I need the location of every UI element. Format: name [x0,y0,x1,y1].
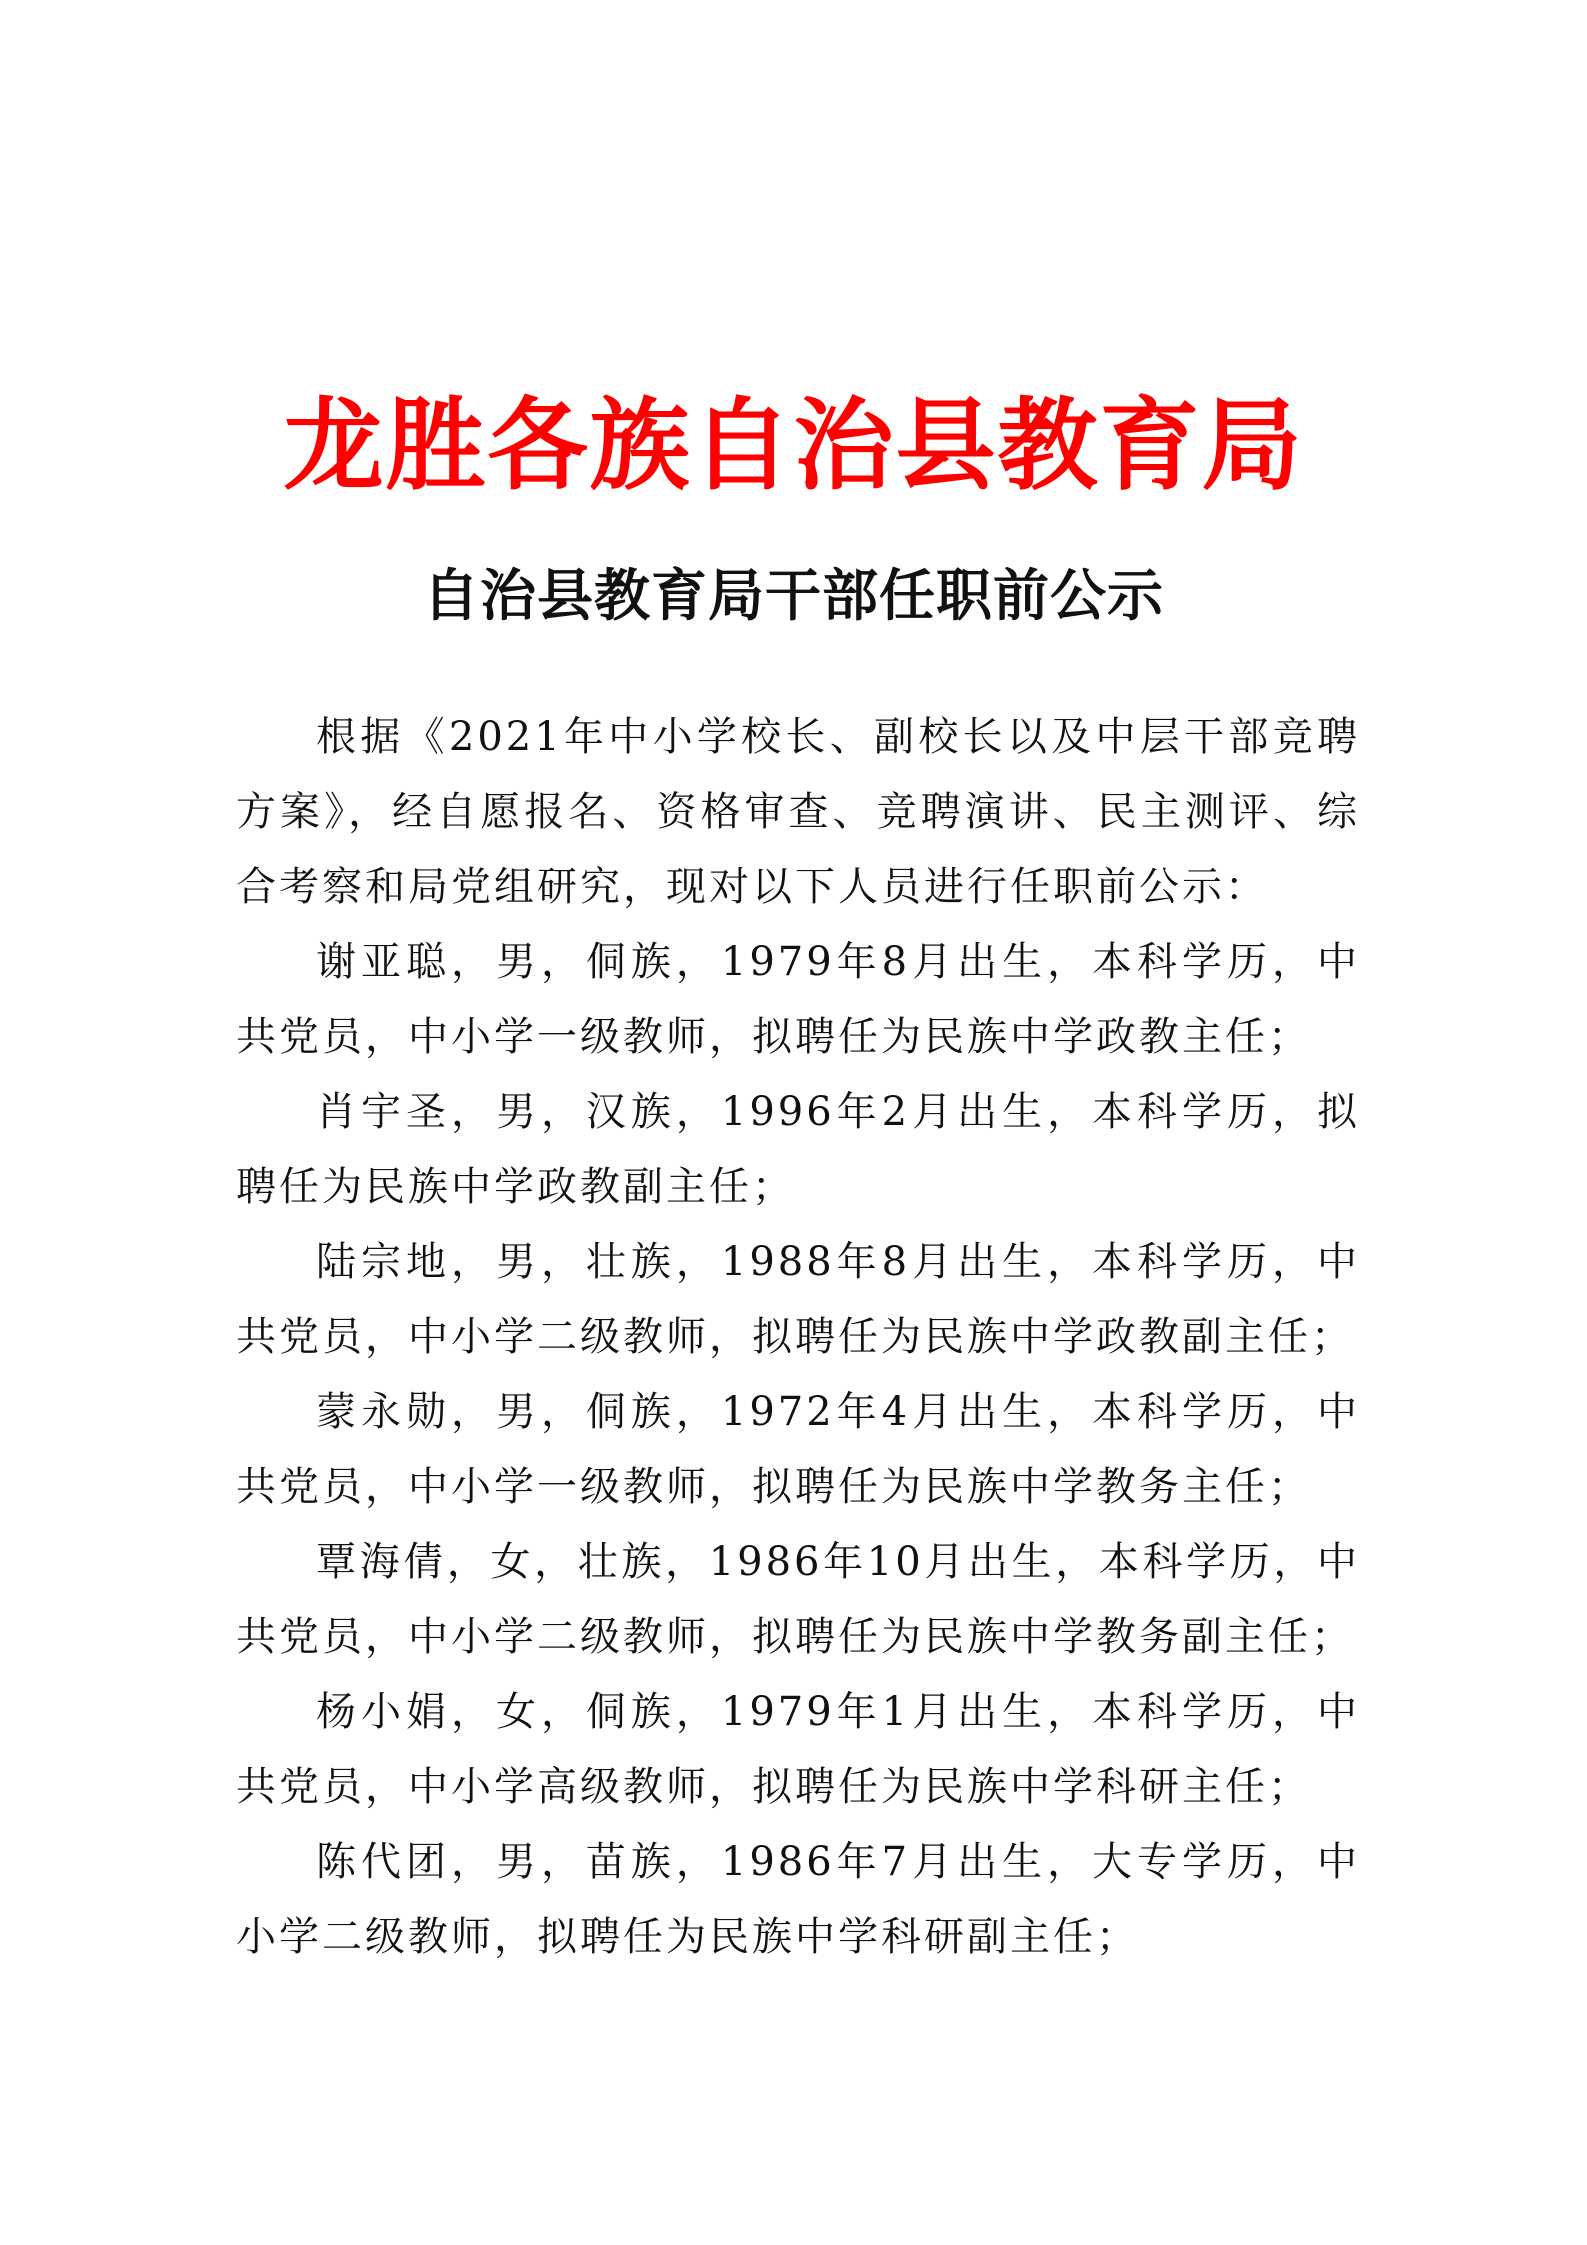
document-title: 自治县教育局干部任职前公示 [423,563,1164,629]
appointment-item-7: 陈代团，男，苗族，1986年7月出生，大专学历，中小学二级教师，拟聘任为民族中学科研副主任； [236,1839,1360,1960]
appointment-item-6: 杨小娟，女，侗族，1979年1月出生，本科学历，中共党员，中小学高级教师，拟聘任为民族中学科研主任； [236,1689,1360,1810]
organization-header: 龙胜各族自治县教育局 [283,386,1304,504]
appointment-item-1: 谢亚聪，男，侗族，1979年8月出生，本科学历，中共党员，中小学一级教师，拟聘任为民族中学政教主任； [236,939,1360,1060]
appointment-item-4: 蒙永勋，男，侗族，1972年4月出生，本科学历，中共党员，中小学一级教师，拟聘任为民族中学教务主任； [236,1389,1360,1510]
appointment-item-3: 陆宗地，男，壮族，1988年8月出生，本科学历，中共党员，中小学二级教师，拟聘任为民族中学政教副主任； [236,1239,1360,1360]
document-body [236,700,1360,1975]
appointment-item-5: 覃海倩，女，壮族，1986年10月出生，本科学历，中共党员，中小学二级教师，拟聘任为民族中学教务副主任； [236,1539,1360,1660]
appointment-item-2: 肖宇圣，男，汉族，1996年2月出生，本科学历，拟聘任为民族中学政教副主任； [236,1089,1360,1210]
intro-paragraph: 根据《2021年中小学校长、副校长以及中层干部竞聘方案》，经自愿报名、资格审查、竞聘演讲、民主测评、综合考察和局党组研究，现对以下人员进行任职前公示： [236,714,1360,910]
